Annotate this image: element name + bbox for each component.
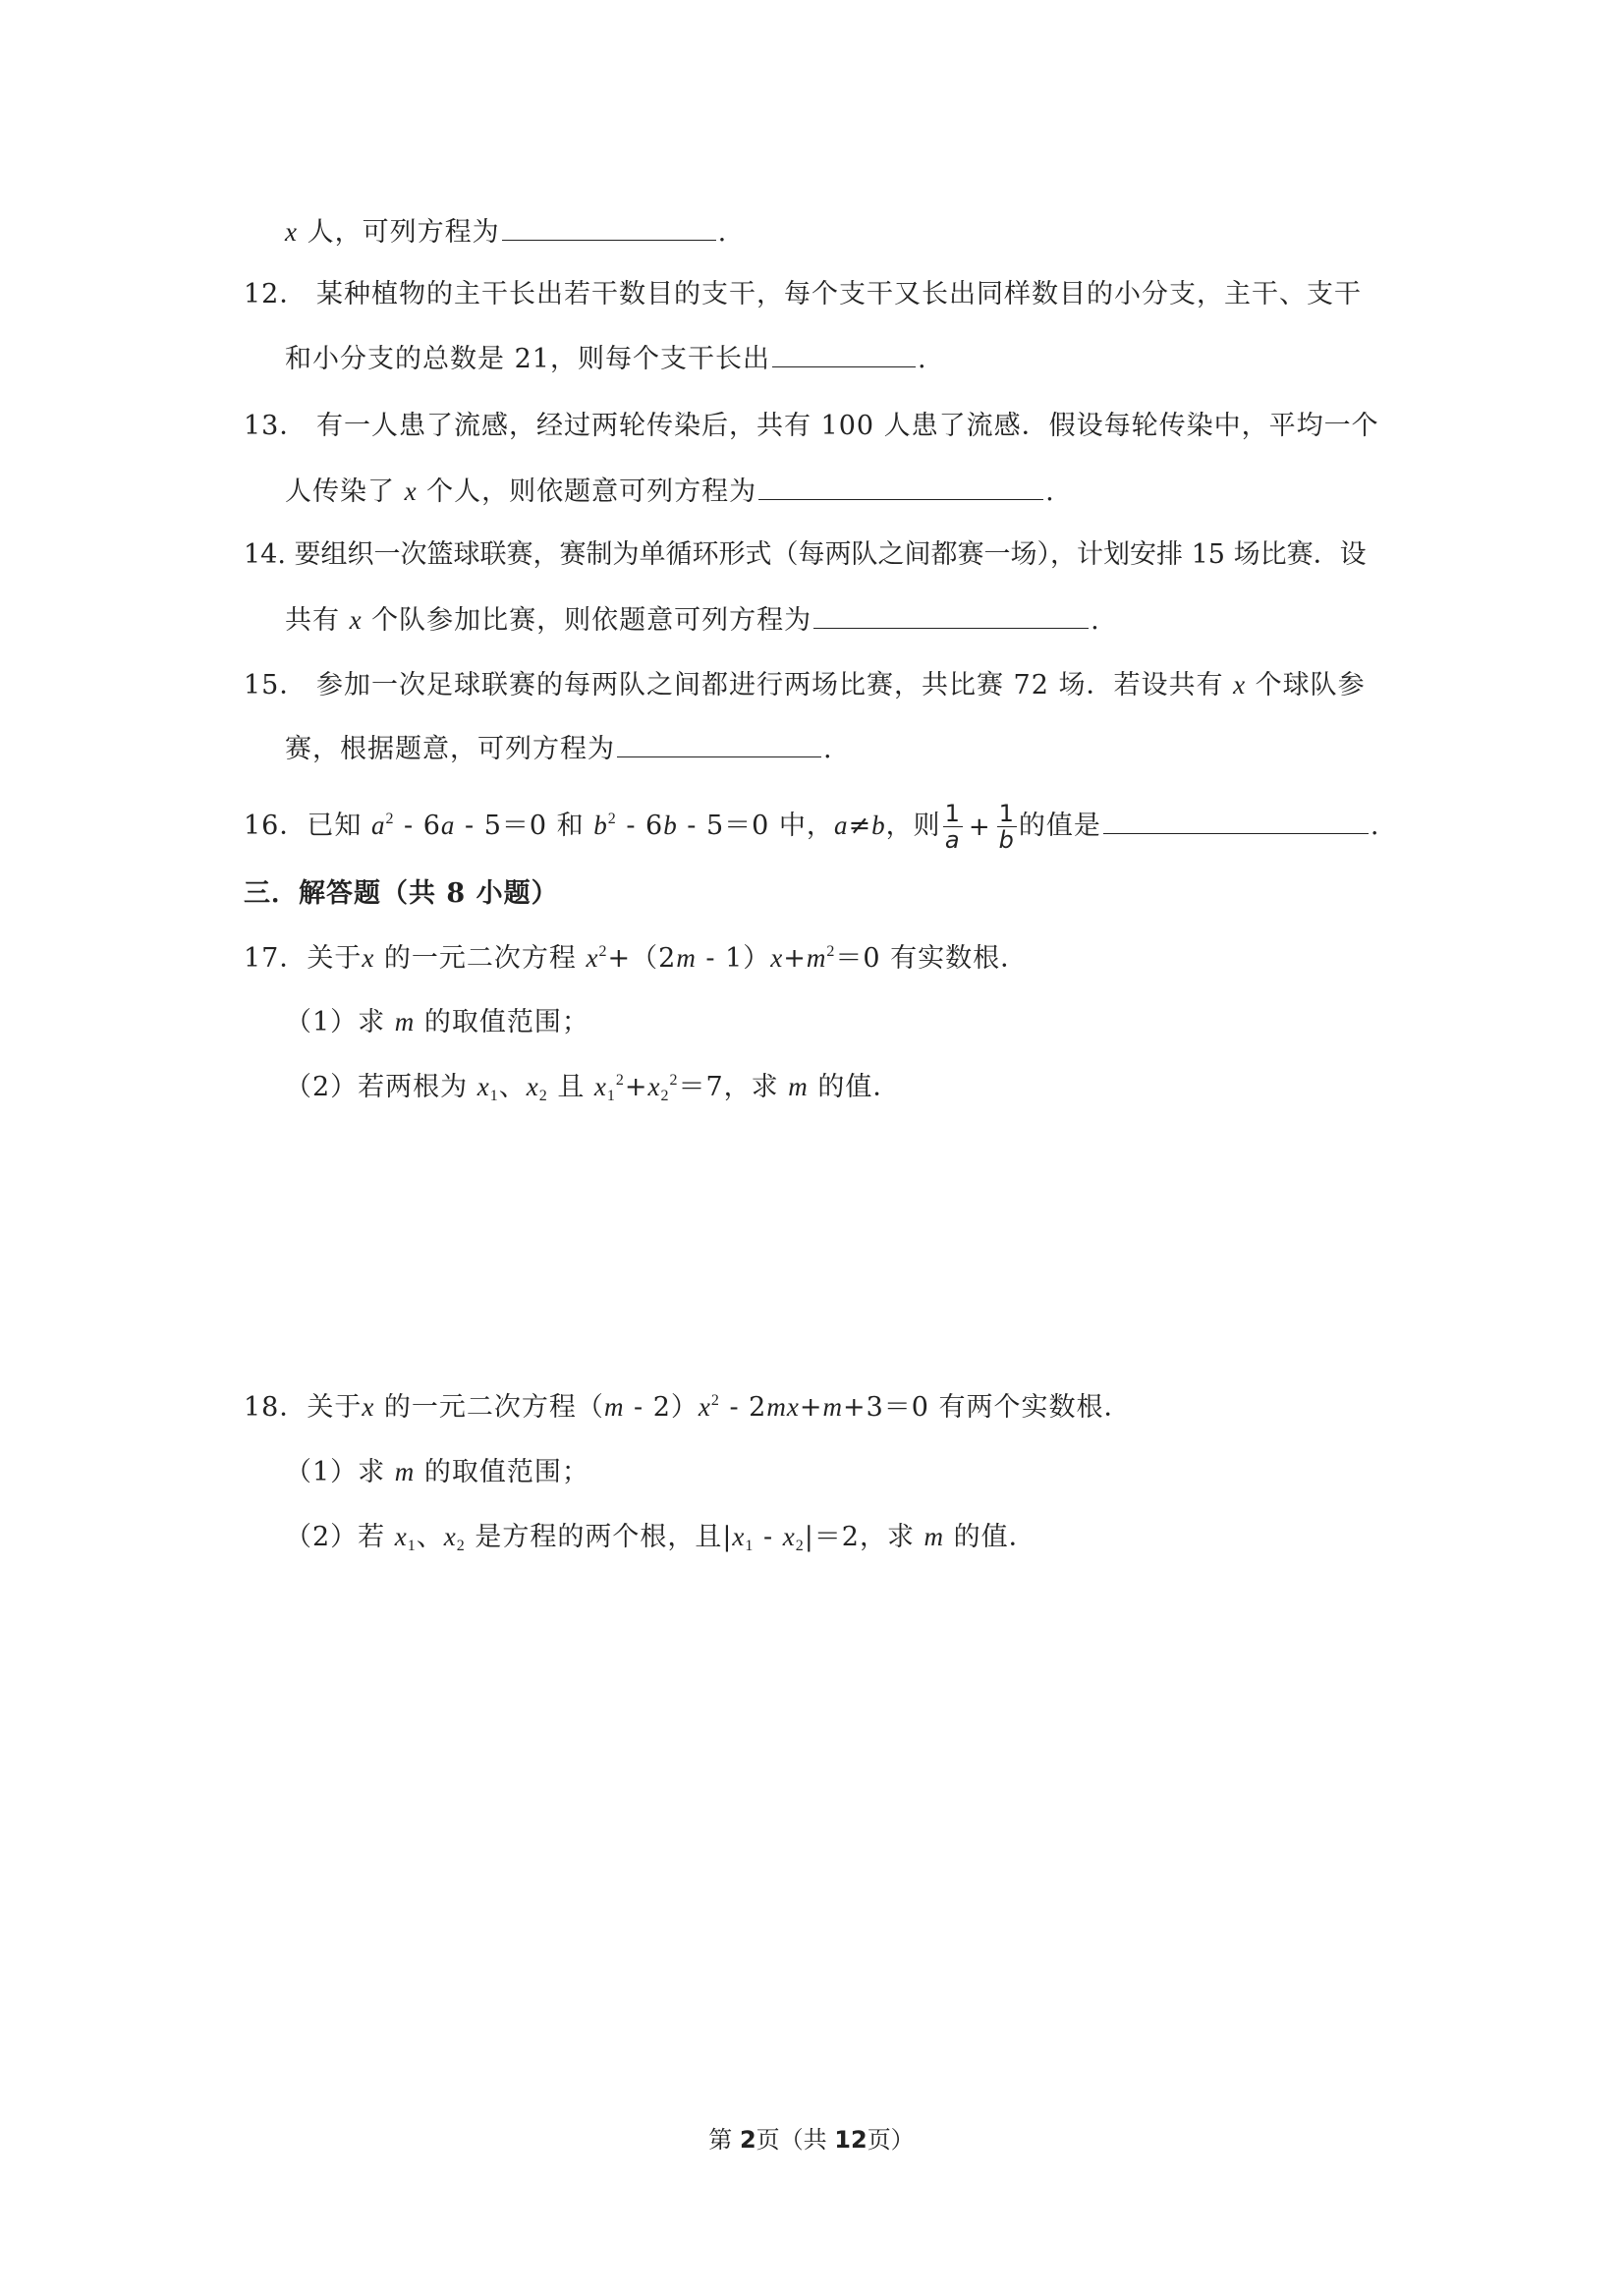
question-number-13: 13． <box>244 411 308 441</box>
q18-part2: （2）若 $x_1$、$x_2$ 是方程的两个根，且$|x_1 - x_2|=2$，求 m 的值． <box>285 1522 1036 1554</box>
q11-tail: x 人，可列方程为 . <box>285 212 727 252</box>
q18-part1: （1）求 m 的取值范围； <box>285 1457 589 1487</box>
question-number-15: 15． <box>244 670 308 700</box>
answer-blank-13 <box>758 474 1043 500</box>
question-number-14: 14. <box>244 539 286 570</box>
answer-blank-15 <box>617 731 821 757</box>
q12-line2: 和小分支的总数是 21，则每个支干长出 . <box>285 340 927 379</box>
q17-stem: 17．关于x 的一元二次方程 $x^2+(2m - 1)x+m^2=0$ 有实数根． <box>244 938 1028 979</box>
q15-line1: 15． 参加一次足球联赛的每两队之间都进行两场比赛，共比赛 72 场．若设共有 x 个球队参 <box>244 665 1366 705</box>
q14-line1: 14. 要组织一次篮球联赛，赛制为单循环形式（每两队之间都赛一场），计划安排 15 场比赛．设 <box>244 535 1367 575</box>
question-number-18: 18． <box>244 1392 308 1423</box>
fraction-1-over-b: $\frac{1}{b}$ <box>998 800 1015 854</box>
question-number-12: 12． <box>244 279 308 309</box>
fraction-1-over-a: $\frac{1}{a}$ <box>944 800 961 854</box>
answer-blank-14 <box>813 602 1089 629</box>
total-page-count: 12 <box>834 2126 867 2154</box>
q17-part1: （1）求 m 的取值范围； <box>285 1007 589 1037</box>
section-heading: 三．解答题（共 8 小题） <box>244 878 559 909</box>
answer-blank-12 <box>772 341 916 367</box>
q16-line: 16．已知 $a^2 - 6a - 5=0$ 和 $b^2 - 6b - 5=0$ 中，a≠b，则 $\frac{1}{a}$ + $\frac{1}{b}$ 的值是 . <box>244 800 1380 854</box>
current-page-number: 2 <box>739 2126 756 2154</box>
answer-blank-16 <box>1103 808 1369 834</box>
q17-part2: （2）若两根为 $x_1$、$x_2$ 且 $x_1^2+x_2^2=7$，求 m 的值． <box>285 1072 901 1104</box>
q18-stem: 18．关于x 的一元二次方程$(m - 2)x^2 - 2mx+m+3=0$ 有两个实数根． <box>244 1387 1132 1428</box>
q12-line1: 12． 某种植物的主干长出若干数目的支干，每个支干又长出同样数目的小分支，主干、支干 <box>244 275 1362 314</box>
q13-line2: 人传染了 x 个人，则依题意可列方程为 . <box>285 472 1055 512</box>
answer-blank-11 <box>502 214 716 241</box>
question-number-17: 17． <box>244 943 308 974</box>
q13-line1: 13． 有一人患了流感，经过两轮传染后，共有 100 人患了流感．假设每轮传染中，平均一个 <box>244 407 1379 446</box>
question-number-16: 16． <box>244 811 308 841</box>
page-footer: 第 2页（共 12页） <box>708 2126 915 2154</box>
q14-line2: 共有 x 个队参加比赛，则依题意可列方程为 . <box>285 600 1100 641</box>
q15-line2: 赛，根据题意，可列方程为 . <box>285 730 833 769</box>
